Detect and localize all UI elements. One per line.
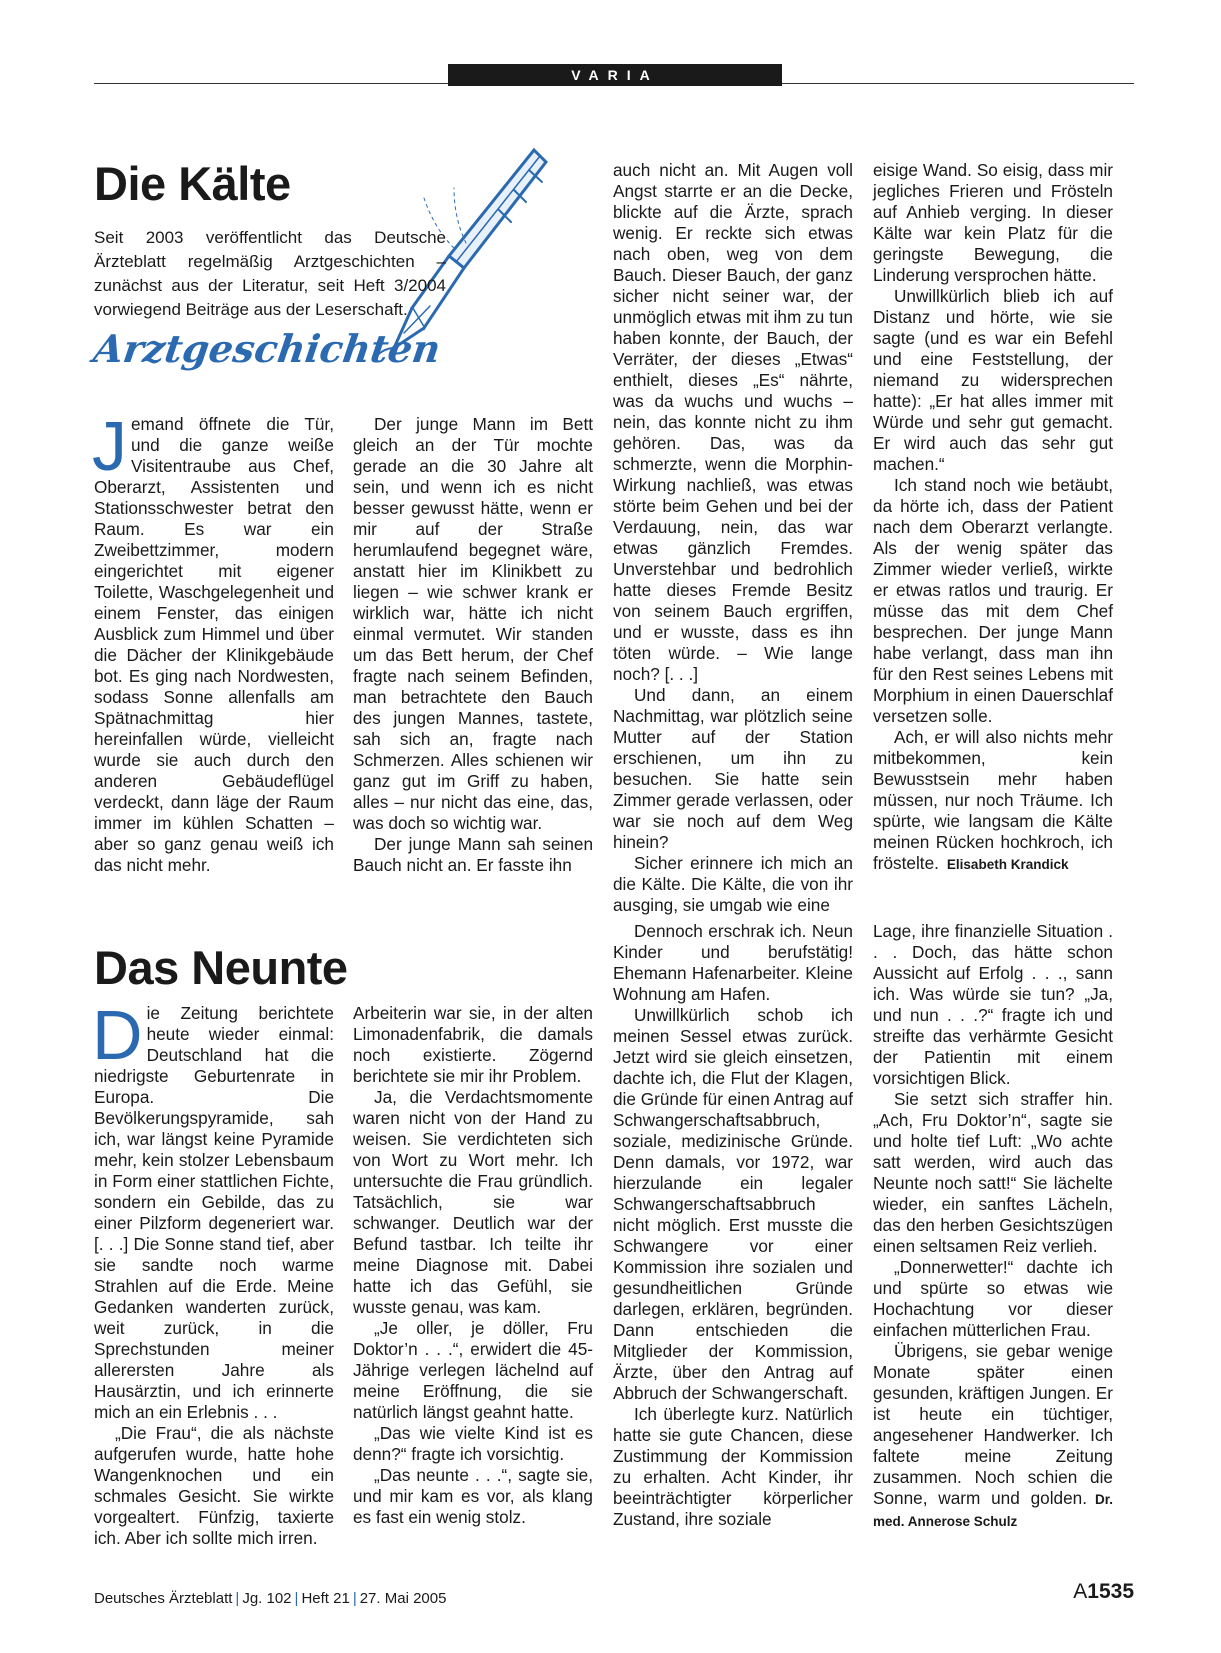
arztgeschichten-wordmark: Arztgeschichten [90,326,444,371]
paragraph: Ich überlegte kurz. Natürlich hatte sie gute Chancen, diese Zustimmung der Kommission zu erhalten. Acht Kinder, ihr beeinträchtigter körperlicher Zustand, ihre soziale [613,1404,853,1529]
page-prefix: A [1073,1580,1088,1603]
paragraph: Sicher erinnere ich mich an die Kälte. Die Kälte, die von ihr ausging, sie umgab wie eine [613,853,853,915]
paragraph: Übrigens, sie gebar wenige Monate später einen gesunden, kräftigen Jungen. Er ist heute ein tüchtiger, angesehener Handwerker. Ich faltete meine Zeitung zusammen. Noch schien die Sonne, warm und golden. [873,1341,1113,1508]
paragraph: „Die Frau“, die als nächste aufgerufen wurde, hatte hohe Wangenknochen und ein schmales Gesicht. Sie wirkte vorgealtert. Fünfzig, taxierte ich. Aber ich sollte mich irren. [94,1423,334,1548]
paragraph: auch nicht an. Mit Augen voll Angst starrte er an die Decke, blickte auf die Ärzte, sprach wenig. Er reckte sich etwas nach oben, weg von dem Bauch. Dieser Bauch, der ganz sicher nicht seiner war, der unmöglich etwas mit ihm zu tun haben konnte, der Bauch, der Verräter, der dieses „Etwas“ enthielt, dieses „Es“ nährte, was da wuchs und wuchs – nein, das konnte nicht zu ihm gehören. Das, was da schmerzte, wenn die Morphin-Wirkung nachließ, was etwas störte beim Gehen und bei der Verdauung, nein, das war etwas gänzlich Fremdes. Unverstehbar und bedrohlich hatte dieses Fremde Besitz von seinem Bauch ergriffen, und er wusste, dass es ihn töten würde. – Wie lange noch? [. . .] [613,160,853,684]
paragraph: „Das wie vielte Kind ist es denn?“ fragte ich vorsichtig. [353,1423,593,1464]
article-title-neunte: Das Neunte [94,941,348,994]
article2-column-1 [92,996,334,1549]
paragraph: eisige Wand. So eisig, dass mir jegliches Frieren und Frösteln auf Anhieb verging. In dieser Kälte war kein Platz für die geringste Bewegung, die Linderung versprochen hätte. [873,160,1113,285]
paragraph: Unwillkürlich schob ich meinen Sessel etwas zurück. Jetzt wird sie gleich einsetzen, dachte ich, die Flut der Klagen, die Gründe für einen Antrag auf Schwangerschaftsabbruch, soziale, medizinische Gründe. Denn damals, vor 1972, war hierzulande ein legaler Schwangerschaftsabbruch nicht möglich. Erst musste die Schwangere vor einer Kommission ihre sozialen und gesundheitlichen Gründe darlegen, erklären, begründen. Dann entschieden die Mitglieder der Kommission, Ärzte, über den Antrag auf Abbruch der Schwangerschaft. [613,1005,853,1403]
page-footer [94,1590,446,1607]
article2-column-3 [613,921,853,1530]
issue-date: 27. Mai 2005 [359,1590,447,1607]
article1-column-1 [92,407,334,876]
journal-name: Deutsches Ärzteblatt [94,1590,233,1607]
dropcap: D [92,996,143,1074]
paragraph: Ach, er will also nichts mehr mitbekommen, kein Bewusstsein mehr haben müssen, nur noch Träume. Ich spürte, wie langsam die Kälte meinen Rücken hochkroch, ich fröstelte. [873,727,1113,873]
paragraph: emand öffnete die Tür, und die ganze weiße Visitentraube aus Chef, Oberarzt, Assistenten und Stationsschwester betrat den Raum. Es war ein Zweibettzimmer, modern eingerichtet mit eigener Toilette, Waschgelegenheit und einem Fenster, das einigen Ausblick zum Himmel und über die Dächer der Klinikgebäude bot. Es ging nach Nordwesten, sodass Sonne allenfalls am Spätnachmittag hier hereinfallen würde, vielleicht wurde sie auch durch den anderen Gebäudeflügel verdeckt, dann läge der Raum immer im kühlen Schatten – aber so ganz genau weiß ich das nicht mehr. [94,414,334,875]
article-title-kaelte: Die Kälte [94,157,291,210]
article1-column-3 [613,160,853,916]
article2-column-4 [873,921,1113,1532]
dropcap: J [92,407,127,485]
section-label: VARIA [448,64,782,86]
issue: Heft 21 [301,1590,350,1607]
volume: Jg. 102 [242,1590,292,1607]
paragraph: Der junge Mann sah seinen Bauch nicht an. Er fasste ihn [353,834,593,875]
footer-separator: | [294,1590,299,1607]
page-number [1073,1580,1134,1604]
paragraph: ie Zeitung berichtete heute wieder einmal: Deutschland hat die niedrigste Geburtenrate in Europa. Die Bevölkerungspyramide, sah ich, war längst keine Pyramide mehr, kein stolzer Lebensbaum in Form einer stattlichen Fichte, sondern ein Gebilde, das zu einer Pilzform degeneriert war. [. . .] Die Sonne stand tief, aber sie sandte noch warme Strahlen auf die Erde. Meine Gedanken wanderten zurück, weit zurück, in die Sprechstunden meiner allerersten Jahre als Hausärztin, und ich erinnerte mich an ein Erlebnis . . . [94,1003,334,1422]
paragraph: Ja, die Verdachtsmomente waren nicht von der Hand zu weisen. Sie verdichteten sich von Wort zu Wort mehr. Ich untersuchte die Frau gründlich. Tatsächlich, sie war schwanger. Deutlich war der Befund tastbar. Ich teilte ihr meine Diagnose mit. Dabei hatte ich das Gefühl, sie wusste genau, was kam. [353,1087,593,1317]
paragraph: Sie setzt sich straffer hin. „Ach, Fru Doktor’n“, sagte sie und holte tief Luft: „Wo achte satt werden, wird auch das Neunte noch satt!“ Sie lächelte wieder, ein sanftes Lächeln, das den herben Gesichtszügen einen seltsamen Reiz verlieh. [873,1089,1113,1256]
paragraph: Der junge Mann im Bett gleich an der Tür mochte gerade an die 30 Jahre alt sein, und wenn ich es nicht besser gewusst hätte, wenn er mir auf der Straße herumlaufend begegnet wäre, anstatt hier im Klinikbett zu liegen – wie schwer krank er wirklich war, hätte ich nicht einmal vermutet. Wir standen um das Bett herum, der Chef fragte nach seinem Befinden, man betrachtete den Bauch des jungen Mannes, tastete, sah sich an, fragte nach Schmerzen. Alles schienen wir ganz gut im Griff zu haben, alles – nur nicht das eine, das, was doch so wichtig war. [353,414,593,833]
paragraph: „Je oller, je döller, Fru Doktor’n . . .“, erwidert die 45-Jährige verlegen lächelnd auf meine Eröffnung, die sie natürlich längst geahnt hatte. [353,1318,593,1422]
paragraph: Lage, ihre finanzielle Situation . . . Doch, das hätte schon Aussicht auf Erfolg . . ., sann ich. Was würde sie tun? „Ja, und nun . . .?“ fragte ich und streifte das verhärmte Gesicht der Patientin mit einem vorsichtigen Blick. [873,921,1113,1088]
paragraph: Unwillkürlich blieb ich auf Distanz und hörte, wie sie sagte (und es war ein Befehl und eine Feststellung, der niemand zu widersprechen hatte): „Er hat alles immer mit Würde und sehr gut gemacht. Er wird auch das sehr gut machen.“ [873,286,1113,474]
article1-column-2 [353,414,593,876]
author-signature: Dr. med. Annerose Schulz [873,1492,1113,1529]
paragraph: Ich stand noch wie betäubt, da hörte ich, dass der Patient nach dem Oberarzt verlangte. Als der wenig später das Zimmer wieder verließ, wirkte er etwas ratlos und traurig. Er müsse das mit dem Chef besprechen. Der junge Mann habe verlangt, dass man ihn für den Rest seines Lebens mit Morphium in einen Dauerschlaf versetzen solle. [873,475,1113,726]
paragraph: Dennoch erschrak ich. Neun Kinder und berufstätig! Ehemann Hafenarbeiter. Kleine Wohnung am Hafen. [613,921,853,1004]
author-signature: Elisabeth Krandick [946,857,1069,872]
paragraph: Und dann, an einem Nachmittag, war plötzlich seine Mutter auf der Station erschienen, um ihn zu besuchen. Sie hatte sein Zimmer gerade verlassen, oder war sie noch auf dem Weg hinein? [613,685,853,852]
footer-separator: | [352,1590,357,1607]
article-intro: Seit 2003 veröffentlicht das Deutsche Ärzteblatt regelmäßig Arztgeschichten – zunächst aus der Literatur, seit Heft 3/2004 vorwiegend Beiträge aus der Leserschaft. [94,228,446,319]
page-number-value: 1535 [1087,1580,1134,1603]
paragraph: „Das neunte . . .“, sagte sie, und mir kam es vor, als klang es fast ein wenig stolz. [353,1465,593,1527]
article2-column-2 [353,1003,593,1528]
footer-separator: | [235,1590,240,1607]
article1-column-4 [873,160,1113,875]
paragraph: Arbeiterin war sie, in der alten Limonadenfabrik, die damals noch existierte. Zögernd berichtete sie mir ihr Problem. [353,1003,593,1086]
paragraph: „Donnerwetter!“ dachte ich und spürte so etwas wie Hochachtung vor dieser einfachen mütterlichen Frau. [873,1257,1113,1340]
